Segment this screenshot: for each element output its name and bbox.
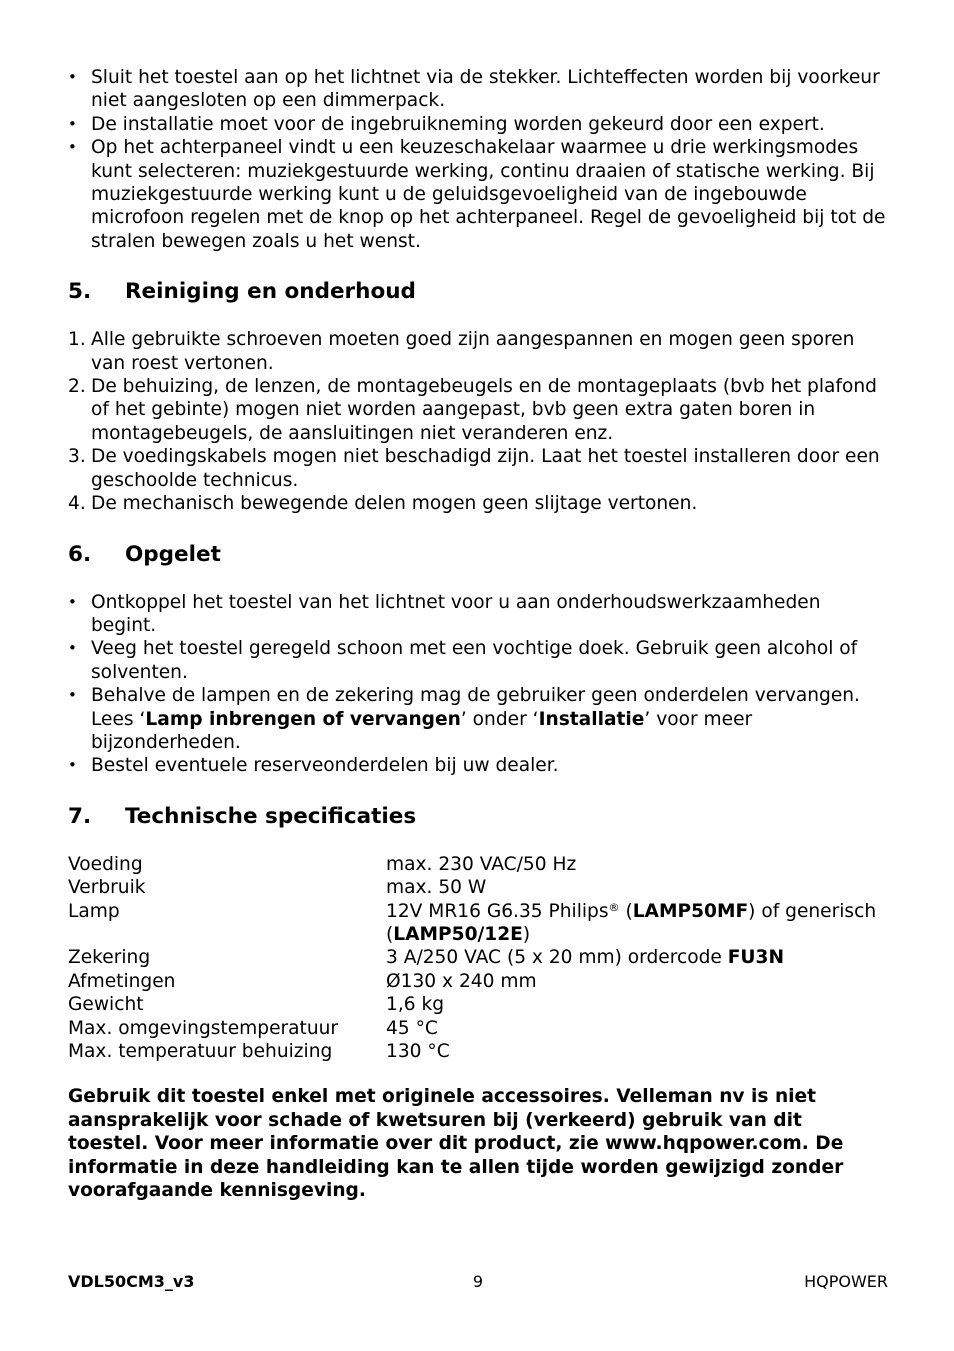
item-text: De voedingskabels mogen niet beschadigd zijn. Laat het toestel installeren door een geschoolde technicus. bbox=[91, 446, 880, 491]
spec-label: Verbruik bbox=[68, 877, 146, 899]
footer-page-number: 9 bbox=[472, 1272, 484, 1291]
list-item: • Op het achterpaneel vindt u een keuzeschakelaar waarmee u drie werkingsmodes kunt selecteren: muziekgestuurde werking, continu draaien of statische werking. Bij muziekgestuurde werking kunt u de geluidsgevoeligheid van de ingebouwde microfoon regelen met de knop op het achterpaneel. Regel de gevoeligheid bij tot de stralen bewegen zoals u het wenst. bbox=[68, 136, 888, 253]
item-text: De behuizing, de lenzen, de montagebeugels en de montageplaats (bvb het plafond of het gebinte) mogen niet worden aangepast, bvb geen extra gaten boren in montagebeugels, de aansluitingen niet veranderen enz. bbox=[91, 376, 877, 444]
intro-bullet-list bbox=[68, 66, 888, 253]
spec-label: Voeding bbox=[68, 853, 143, 875]
list-item: • Sluit het toestel aan op het lichtnet via de stekker. Lichteffecten worden bij voorkeur niet aangesloten op een dimmerpack. bbox=[68, 66, 888, 113]
footer-model: VDL50CM3_v3 bbox=[68, 1272, 195, 1291]
page-footer bbox=[68, 1272, 888, 1296]
spec-value: 1,6 kg bbox=[386, 994, 445, 1016]
text-run: ( bbox=[619, 900, 633, 922]
spec-value bbox=[386, 900, 888, 947]
spec-value: max. 50 W bbox=[386, 877, 487, 899]
section-number: 7. bbox=[68, 803, 92, 829]
text-run: ’ onder ‘ bbox=[460, 708, 539, 730]
order-code: LAMP50/12E bbox=[393, 923, 523, 945]
item-text: De mechanisch bewegende delen mogen geen slijtage vertonen. bbox=[91, 493, 698, 515]
item-text: Alle gebruikte schroeven moeten goed zijn aangespannen en mogen geen sporen van roest vertonen. bbox=[91, 329, 855, 374]
emphasis-text: Lamp inbrengen of vervangen bbox=[145, 708, 461, 730]
list-item: • Bestel eventuele reserveonderdelen bij uw dealer. bbox=[68, 754, 888, 777]
list-item bbox=[68, 492, 888, 515]
section-heading-opgelet bbox=[68, 541, 888, 569]
list-item bbox=[68, 328, 888, 375]
section-title: Reiniging en onderhoud bbox=[125, 279, 416, 305]
text-run: ) of generisch ( bbox=[386, 900, 877, 945]
spec-value bbox=[386, 946, 888, 969]
spec-label: Zekering bbox=[68, 947, 151, 969]
section-title: Opgelet bbox=[125, 541, 221, 567]
item-number: 4. bbox=[68, 493, 86, 515]
text-run: 12V MR16 G6.35 Philips bbox=[386, 900, 609, 922]
section-heading-reiniging bbox=[68, 278, 888, 306]
section-title: Technische specificaties bbox=[125, 803, 417, 829]
registered-mark: ® bbox=[608, 900, 620, 914]
spec-label: Lamp bbox=[68, 900, 120, 922]
disclaimer-notice: Gebruik dit toestel enkel met originele accessoires. Velleman nv is niet aansprakelijk voor schade of kwetsuren bij (verkeerd) gebruik van dit toestel. Voor meer informatie over dit product, zie www.hqpower.com. De informatie in deze handleiding kan te allen tijde worden gewijzigd zonder voorafgaande kennisgeving. bbox=[68, 1086, 844, 1202]
item-number: 1. bbox=[68, 329, 86, 351]
list-item: • De installatie moet voor de ingebruikneming worden gekeurd door een expert. bbox=[68, 113, 888, 136]
list-item: • Ontkoppel het toestel van het lichtnet voor u aan onderhoudswerkzaamheden begint. bbox=[68, 591, 888, 638]
spec-table bbox=[68, 853, 888, 1064]
section-heading-specificaties bbox=[68, 803, 888, 831]
order-code: FU3N bbox=[727, 947, 785, 969]
emphasis-text: Installatie bbox=[538, 708, 645, 730]
text-run: ’ voor meer bijzonderheden. bbox=[91, 708, 753, 753]
section-number: 5. bbox=[68, 279, 92, 305]
manual-page bbox=[68, 66, 888, 1202]
spec-value: 45 °C bbox=[386, 1017, 438, 1039]
text-run: ) bbox=[522, 923, 531, 945]
spec-value: Ø130 x 240 mm bbox=[386, 970, 537, 992]
footer-brand: HQPOWER bbox=[804, 1272, 888, 1291]
item-number: 3. bbox=[68, 446, 86, 468]
list-item bbox=[68, 375, 888, 445]
spec-label: Max. omgevingstemperatuur bbox=[68, 1017, 339, 1039]
spec-label: Afmetingen bbox=[68, 970, 176, 992]
text-run: Behalve de lampen en de zekering mag de gebruiker geen onderdelen vervangen. Lees ‘ bbox=[91, 685, 860, 730]
order-code: LAMP50MF bbox=[632, 900, 749, 922]
text-run: 3 A/250 VAC (5 x 20 mm) ordercode bbox=[386, 947, 728, 969]
spec-label: Max. temperatuur behuizing bbox=[68, 1041, 333, 1062]
caution-bullet-list bbox=[68, 591, 888, 778]
spec-value: max. 230 VAC/50 Hz bbox=[386, 853, 577, 875]
spec-label: Gewicht bbox=[68, 994, 144, 1016]
list-item: • Veeg het toestel geregeld schoon met een vochtige doek. Gebruik geen alcohol of solventen. bbox=[68, 637, 888, 684]
maintenance-list bbox=[68, 328, 888, 515]
list-item bbox=[68, 684, 888, 754]
spec-value: 130 °C bbox=[386, 1041, 450, 1062]
section-number: 6. bbox=[68, 541, 92, 567]
list-item bbox=[68, 445, 888, 492]
item-number: 2. bbox=[68, 376, 86, 398]
